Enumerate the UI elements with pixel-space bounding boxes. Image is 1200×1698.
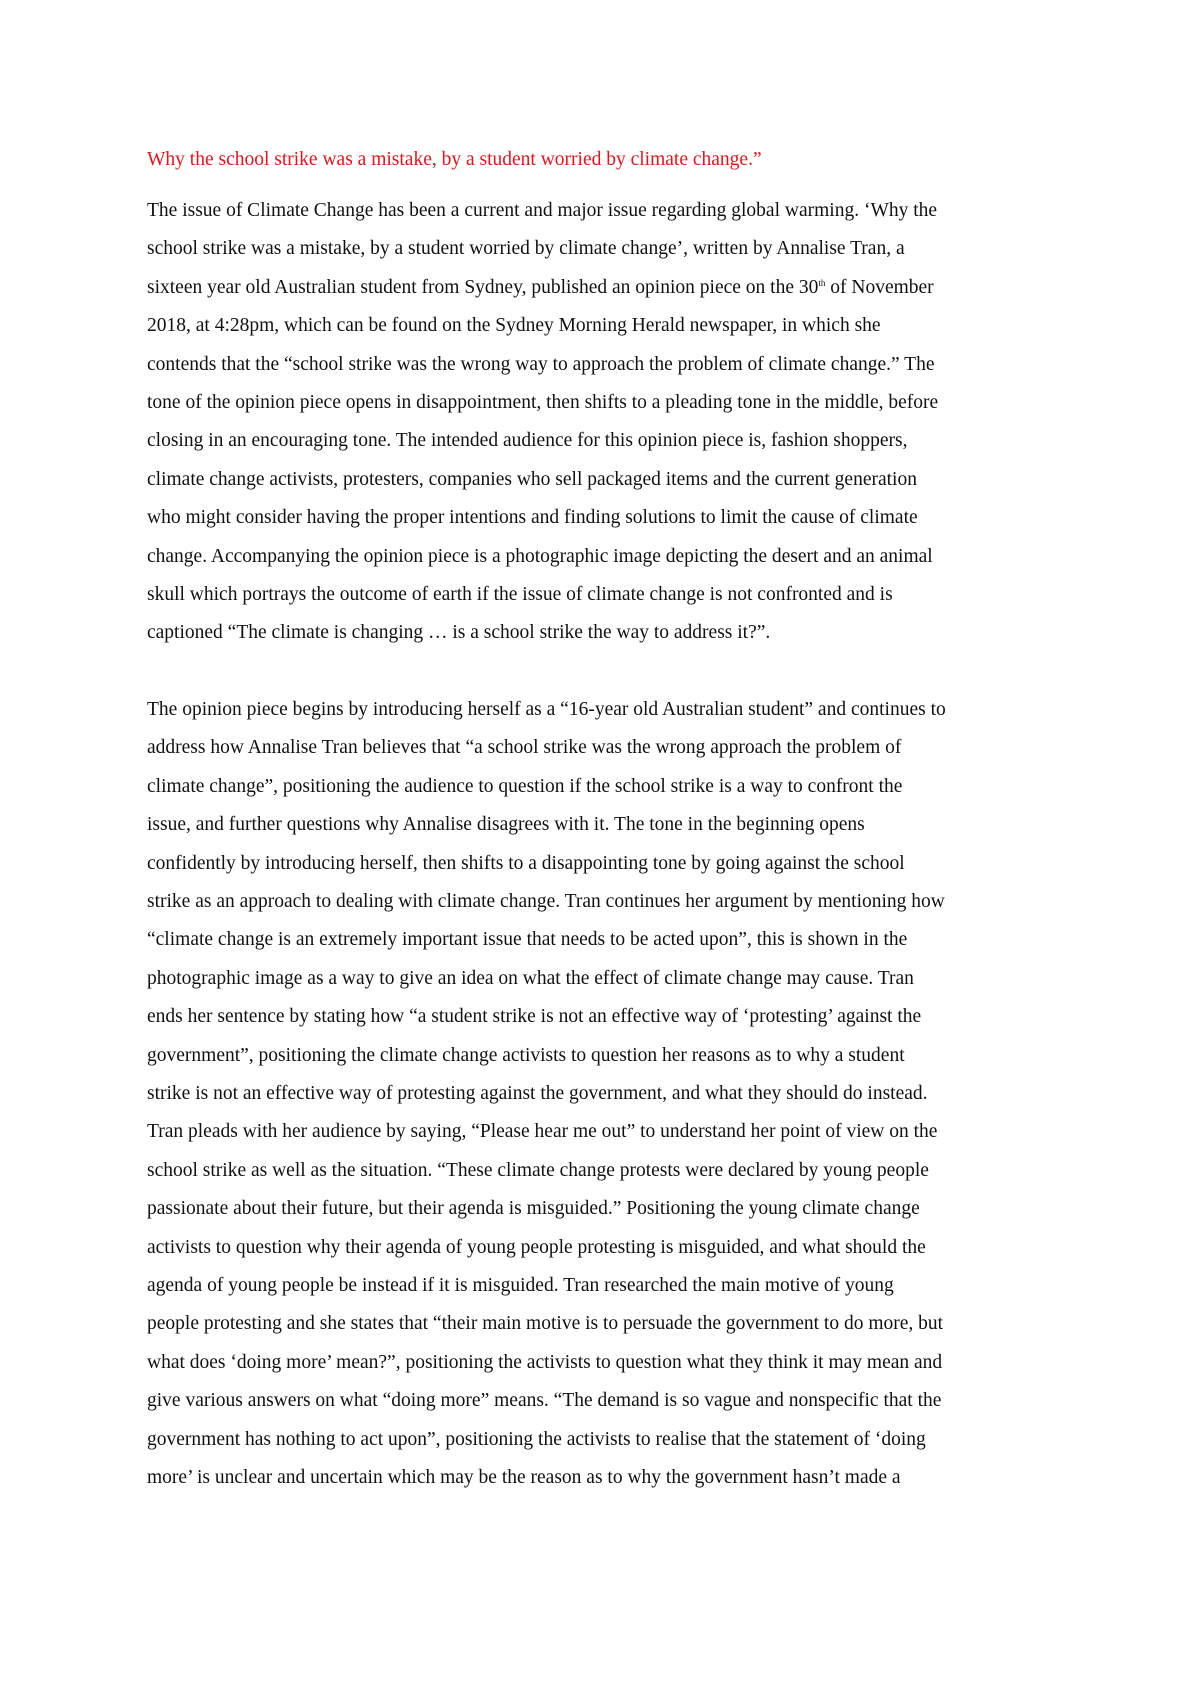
paragraph-2-line-13: school strike as well as the situation. “These climate change protests were declared by young people <box>147 1159 929 1181</box>
paragraph-1-line-11: skull which portrays the outcome of earth if the issue of climate change is not confronted and is <box>147 584 893 606</box>
paragraph-1-line-1: The issue of Climate Change has been a current and major issue regarding global warming. ‘Why the <box>147 200 938 221</box>
paragraph-1-line-4: 2018, at 4:28pm, which can be found on the Sydney Morning Herald newspaper, in which she <box>147 315 881 337</box>
paragraph-2-line-4: issue, and further questions why Annalise disagrees with it. The tone in the beginning opens <box>147 814 865 836</box>
paragraph-2-line-3: climate change”, positioning the audience to question if the school strike is a way to confront the <box>147 775 903 797</box>
paragraph-2-line-20: government has nothing to act upon”, positioning the activists to realise that the statement of ‘doing <box>147 1428 926 1450</box>
paragraph-1-line-2: school strike was a mistake, by a student worried by climate change’, written by Annalise Tran, a <box>147 238 905 260</box>
paragraph-1-line-3 <box>147 269 1067 307</box>
paragraph-2-line-5: confidently by introducing herself, then shifts to a disappointing tone by going against the school <box>147 852 905 874</box>
paragraph-2-line-12: Tran pleads with her audience by saying, “Please hear me out” to understand her point of view on the <box>147 1121 938 1143</box>
document-body <box>147 146 1067 1497</box>
paragraph-2-line-1: The opinion piece begins by introducing herself as a “16-year old Australian student” and continues to <box>147 698 946 720</box>
paragraph-2-line-18: what does ‘doing more’ mean?”, positioning the activists to question what they think it may mean and <box>147 1351 943 1373</box>
paragraph-2-line-17: people protesting and she states that “their main motive is to persuade the government to do more, but <box>147 1313 944 1335</box>
paragraph-1-line-3-tail: of November <box>825 276 934 298</box>
paragraph-1-line-8: climate change activists, protesters, companies who sell packaged items and the current generation <box>147 468 917 490</box>
paragraph-1-line-5: contends that the “school strike was the wrong way to approach the problem of climate change.” The <box>147 353 935 375</box>
paragraph-1-line-9: who might consider having the proper intentions and finding solutions to limit the cause of climate <box>147 507 918 529</box>
paragraph-1-line-10: change. Accompanying the opinion piece is a photographic image depicting the desert and an animal <box>147 545 933 567</box>
paragraph-2-line-21: more’ is unclear and uncertain which may be the reason as to why the government hasn’t made a <box>147 1467 901 1488</box>
paragraph-1-line-12: captioned “The climate is changing … is a school strike the way to address it?”. <box>147 622 771 644</box>
paragraph-2 <box>147 691 1067 1498</box>
paragraph-1-line-3-text: sixteen year old Australian student from Sydney, published an opinion piece on the 30 <box>147 276 819 298</box>
paragraph-2-line-19: give various answers on what “doing more” means. “The demand is so vague and nonspecific that the <box>147 1390 942 1412</box>
paragraph-2-line-6: strike as an approach to dealing with climate change. Tran continues her argument by mentioning how <box>147 890 945 912</box>
paragraph-2-line-2: address how Annalise Tran believes that “a school strike was the wrong approach the problem of <box>147 737 902 759</box>
paragraph-1-line-6: tone of the opinion piece opens in disappointment, then shifts to a pleading tone in the middle, before <box>147 392 939 414</box>
paragraph-2-line-15: activists to question why their agenda of young people protesting is misguided, and what should the <box>147 1236 926 1258</box>
paragraph-1 <box>147 192 1067 653</box>
paragraph-2-line-16: agenda of young people be instead if it is misguided. Tran researched the main motive of young <box>147 1274 894 1296</box>
paragraph-2-line-7: “climate change is an extremely important issue that needs to be acted upon”, this is shown in the <box>147 929 908 951</box>
paragraph-2-line-10: government”, positioning the climate change activists to question her reasons as to why a student <box>147 1044 905 1066</box>
document-title: Why the school strike was a mistake, by a student worried by climate change.” <box>147 149 762 170</box>
paragraph-2-line-11: strike is not an effective way of protesting against the government, and what they should do instead. <box>147 1082 928 1104</box>
paragraph-1-line-7: closing in an encouraging tone. The intended audience for this opinion piece is, fashion shoppers, <box>147 430 908 452</box>
ordinal-suffix: th <box>818 277 826 288</box>
paragraph-2-line-9: ends her sentence by stating how “a student strike is not an effective way of ‘protesting’ against the <box>147 1006 922 1028</box>
paragraph-2-line-8: photographic image as a way to give an idea on what the effect of climate change may cause. Tran <box>147 967 914 989</box>
paragraph-2-line-14: passionate about their future, but their agenda is misguided.” Positioning the young climate change <box>147 1198 920 1220</box>
